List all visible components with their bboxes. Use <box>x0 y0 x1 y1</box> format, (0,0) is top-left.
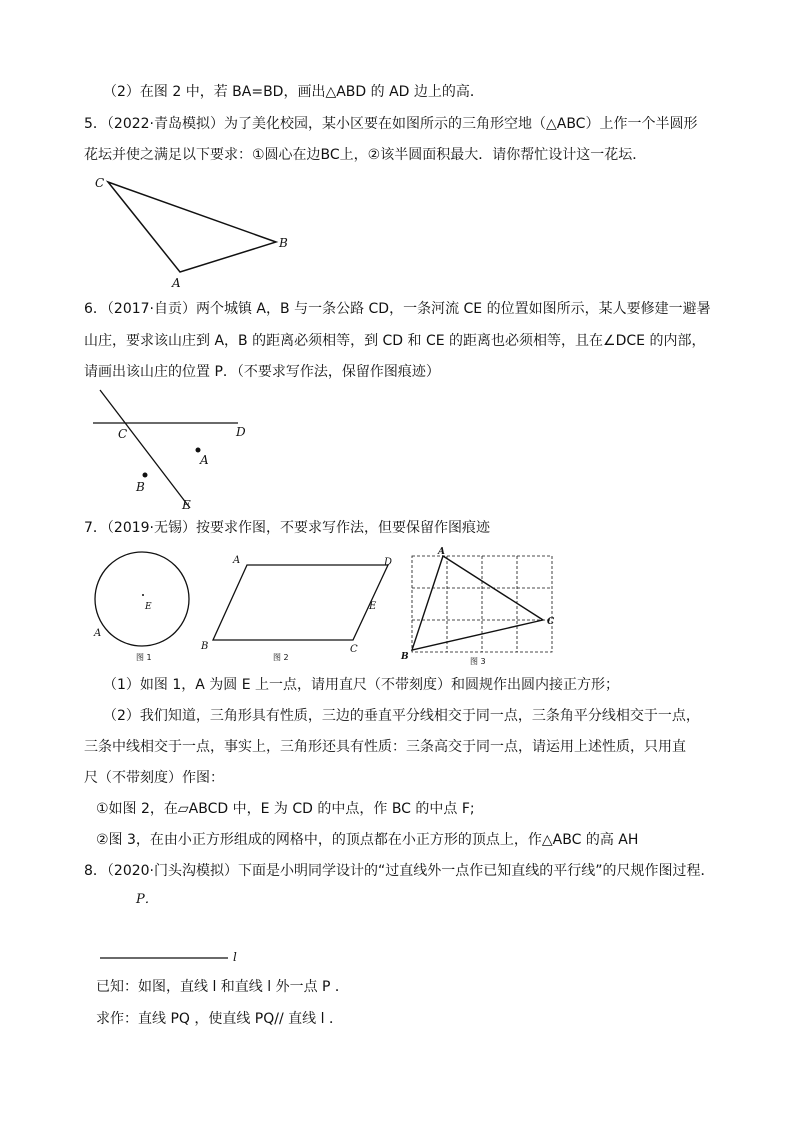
q5-triangle-figure <box>88 170 298 292</box>
q6-road-river-figure <box>88 386 263 514</box>
q6-line-2: 山庄，要求该山庄到 A，B 的距离必须相等，到 CD 和 CE 的距离也必须相等，且在∠DCE 的内部， <box>84 333 706 349</box>
q8-known: 已知：如图，直线 l 和直线 l 外一点 P ． <box>96 979 349 995</box>
q6-label-e: E <box>182 498 191 512</box>
q7-part-2-line-1: （2）我们知道，三角形具有性质，三边的垂直平分线相交于同一点，三条角平分线相交于一点， <box>103 708 700 724</box>
q7-figure-1-circle <box>90 545 200 665</box>
q7-line-1: 7．（2019·无锡）按要求作图，不要求写作法，但要保留作图痕迹 <box>84 520 490 536</box>
q8-point-p: P． <box>136 892 158 907</box>
q6-label-b: B <box>136 480 145 494</box>
fig2-label-c: C <box>350 644 358 655</box>
point-b <box>143 473 148 478</box>
q6-label-d: D <box>236 425 246 439</box>
fig2-label-e: E <box>369 601 377 612</box>
q7-sub-2: ②图 3，在由小正方形组成的网格中，的顶点都在小正方形的顶点上，作△ABC 的高 AH <box>96 832 639 848</box>
q6-line-1: 6．（2017·自贡）两个城镇 A，B 与一条公路 CD，一条河流 CE 的位置如图所示，某人要修建一避暑 <box>84 301 711 317</box>
q6-line-3: 请画出该山庄的位置 P．（不要求写作法，保留作图痕迹） <box>84 364 440 380</box>
fig3-caption: 图 3 <box>470 657 486 666</box>
square-grid <box>412 556 552 652</box>
q8-find: 求作：直线 PQ ，使直线 PQ// 直线 l ． <box>96 1011 343 1027</box>
q7-figure-3-grid <box>400 545 570 670</box>
q5-line-1: 5．（2022·青岛模拟）为了美化校园，某小区要在如图所示的三角形空地（△ABC）上作一个半圆形 <box>84 116 698 132</box>
point-a <box>196 448 201 453</box>
triangle-abc <box>108 182 276 272</box>
river-ce <box>100 390 190 508</box>
q7-part-1: （1）如图 1，A 为圆 E 上一点，请用直尺（不带刻度）和圆规作出圆内接正方形； <box>103 677 620 693</box>
q8-line-1: 8．（2020·门头沟模拟）下面是小明同学设计的“过直线外一点作已知直线的平行线”的尺规作图过程． <box>84 863 715 879</box>
center-e <box>142 594 144 596</box>
q7-sub-1: ①如图 2，在▱ABCD 中，E 为 CD 的中点，作 BC 的中点 F; <box>96 801 475 817</box>
circle-e <box>95 552 189 646</box>
parallelogram-abcd <box>213 565 388 640</box>
fig1-label-e: E <box>145 602 152 612</box>
triangle-abc-grid <box>412 556 543 650</box>
q7-part-2-line-2: 三条中线相交于一点，事实上，三角形还具有性质：三条高交于同一点，请运用上述性质，只用直 <box>84 739 686 755</box>
q5-label-b: B <box>279 236 288 250</box>
q7-figure-2-parallelogram <box>195 545 405 665</box>
q8-line-l-figure <box>98 948 248 964</box>
q8-label-l: l <box>233 950 237 964</box>
fig3-label-a: A <box>438 547 445 557</box>
fig2-label-b: B <box>201 641 209 652</box>
fig2-label-d: D <box>384 557 393 568</box>
q5-label-c: C <box>95 176 105 190</box>
fig2-label-a: A <box>233 555 241 566</box>
q6-label-c: C <box>118 427 128 441</box>
q4-part2-text: （2）在图 2 中，若 BA=BD，画出△ABD 的 AD 边上的高． <box>103 84 484 100</box>
fig2-caption: 图 2 <box>273 653 289 662</box>
q6-label-a: A <box>200 453 209 467</box>
q7-part-2-line-3: 尺（不带刻度）作图： <box>84 770 224 786</box>
q5-label-a: A <box>172 276 181 290</box>
fig3-label-b: B <box>401 652 409 662</box>
fig1-label-a: A <box>94 628 102 639</box>
fig3-label-c: C <box>547 617 555 627</box>
q5-line-2: 花坛并使之满足以下要求：①圆心在边BC上，②该半圆面积最大．请你帮忙设计这一花坛． <box>84 147 647 163</box>
fig1-caption: 图 1 <box>136 653 152 662</box>
